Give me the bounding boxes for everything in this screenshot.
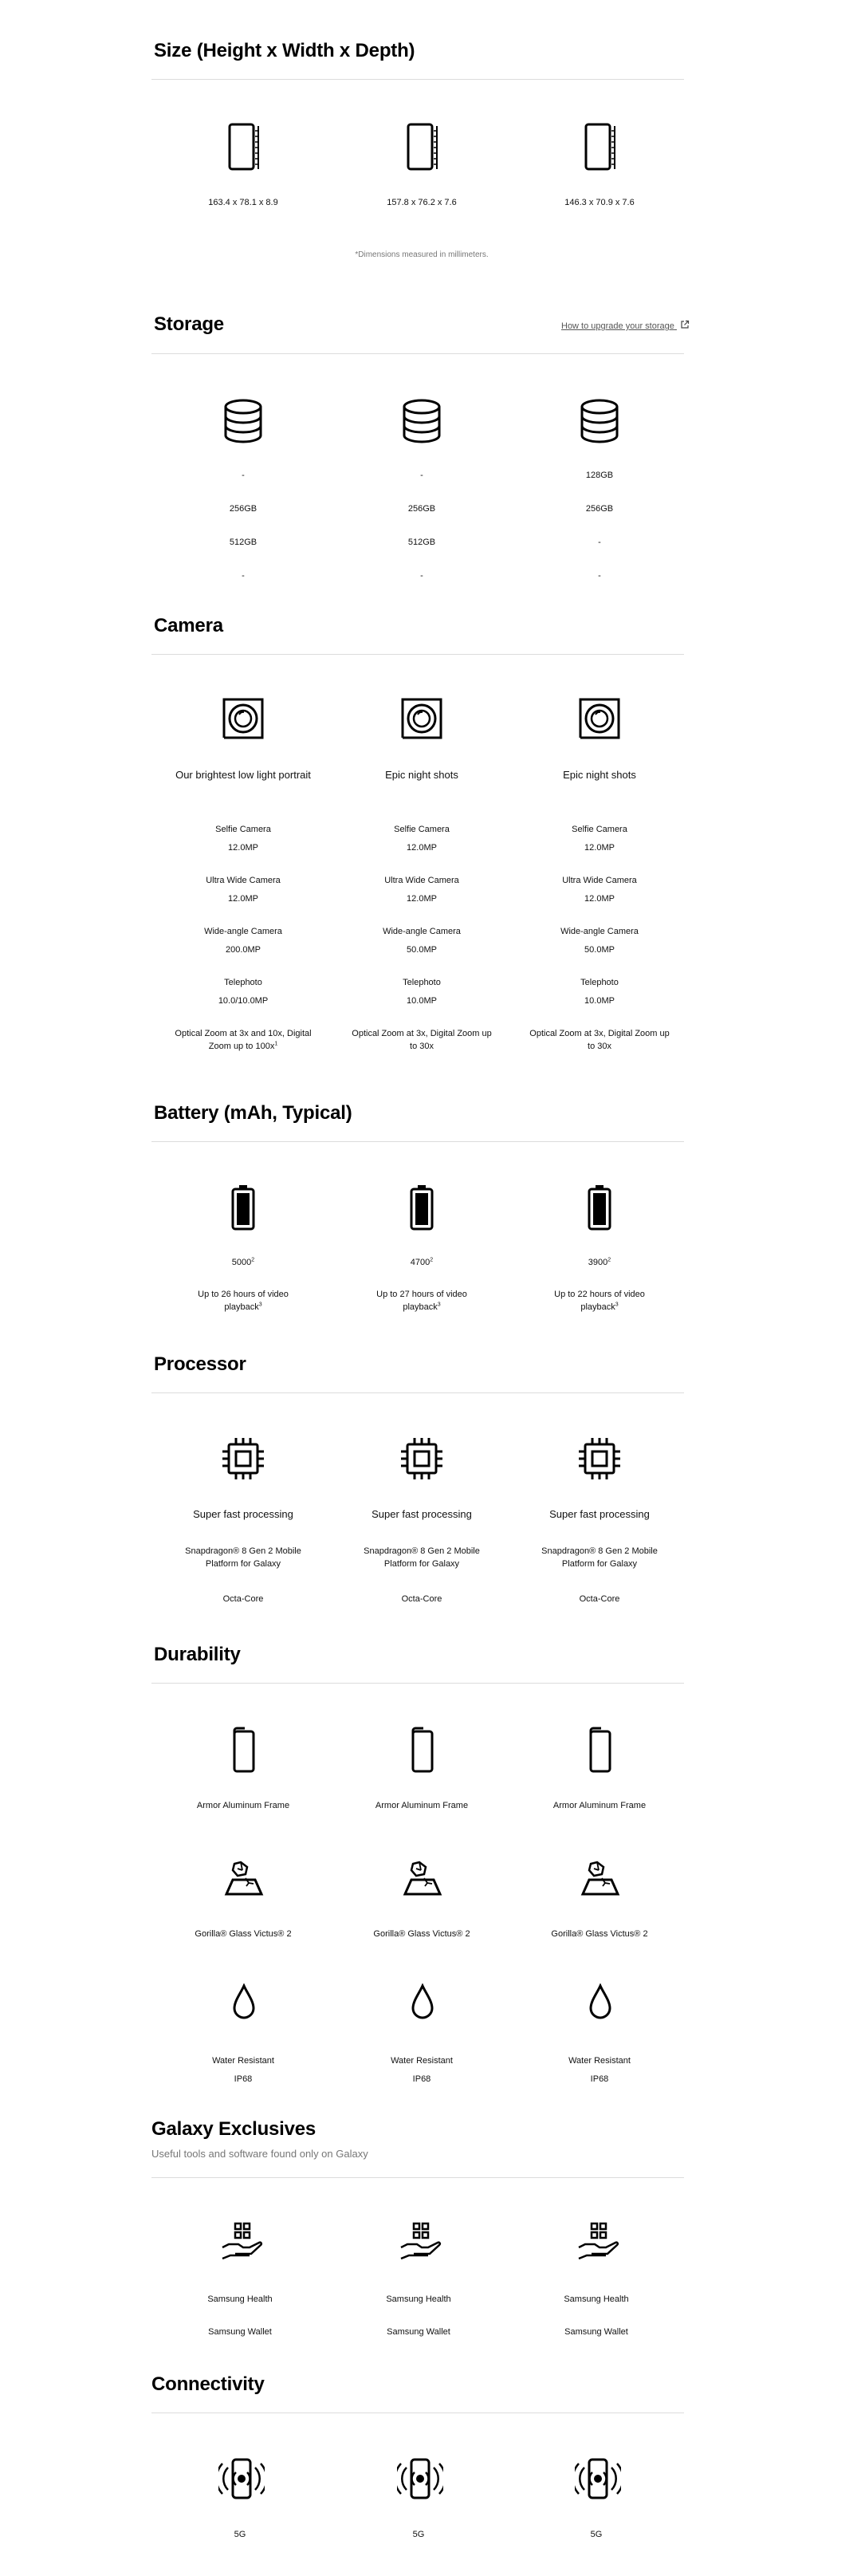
spec-label: Wide-angle Camera [204, 927, 282, 936]
spec-value: 12.0MP [407, 843, 437, 853]
spec-value: 10.0MP [584, 996, 615, 1006]
divider [151, 1392, 684, 1393]
spec-value: 50.0MP [584, 945, 615, 955]
connectivity-network: 5G [234, 2530, 246, 2539]
footnote-marker: 3 [615, 1302, 619, 1308]
exclusive-app: Samsung Wallet [564, 2327, 628, 2337]
battery-capacity-value: 4700 [410, 1258, 431, 1267]
battery-capacity [163, 1256, 323, 1269]
ruler-phone-icon [402, 123, 443, 172]
processor-headline: Super fast processing [193, 1508, 293, 1520]
section-title-exclusives: Galaxy Exclusives [151, 2118, 316, 2140]
durability-glass: Gorilla® Glass Victus® 2 [551, 1929, 648, 1939]
storage-option: 512GB [229, 538, 258, 547]
section-title-durability: Durability [154, 1644, 241, 1665]
spec-label: Ultra Wide Camera [562, 876, 637, 885]
durability-water: Water Resistant [568, 2056, 631, 2066]
processor-cores: Octa-Core [401, 1594, 442, 1604]
spec-label: Selfie Camera [572, 825, 627, 834]
processor-chip-icon [399, 1436, 444, 1481]
footnote-marker: 2 [251, 1257, 255, 1263]
section-title-storage: Storage [154, 313, 224, 335]
storage-option: 128GB [585, 471, 614, 480]
battery-capacity [342, 1256, 501, 1269]
camera-lens-icon [578, 697, 621, 740]
battery-playback-text: Up to 22 hours of video playback [554, 1290, 645, 1312]
battery-playback [536, 1288, 663, 1314]
storage-option: - [242, 571, 245, 581]
spec-label: Selfie Camera [215, 825, 271, 834]
durability-rating: IP68 [234, 2074, 253, 2084]
processor-chip: Snapdragon® 8 Gen 2 Mobile Platform for Galaxy [541, 1546, 658, 1569]
hand-apps-icon [576, 2222, 622, 2263]
spec-label: Selfie Camera [394, 825, 450, 834]
battery-playback [358, 1288, 486, 1314]
exclusive-app: Samsung Health [207, 2294, 273, 2304]
section-title-connectivity: Connectivity [151, 2373, 265, 2395]
camera-headline: Epic night shots [563, 769, 636, 781]
battery-capacity-value: 5000 [231, 1258, 252, 1267]
size-value: 163.4 x 78.1 x 8.9 [208, 198, 278, 207]
processor-cores: Octa-Core [579, 1594, 620, 1604]
battery-playback-text: Up to 27 hours of video playback [376, 1290, 467, 1312]
storage-option: - [242, 471, 245, 480]
footnote-marker: 3 [258, 1302, 262, 1308]
water-drop-icon [588, 1983, 613, 2022]
divider [151, 79, 684, 80]
divider [151, 654, 684, 655]
zoom-text: Optical Zoom at 3x and 10x, Digital Zoom up to 100x [175, 1029, 312, 1051]
durability-water: Water Resistant [212, 2056, 274, 2066]
battery-playback [179, 1288, 307, 1314]
spec-label: Telephoto [403, 978, 441, 987]
size-value: 146.3 x 70.9 x 7.6 [564, 198, 635, 207]
spec-value: 50.0MP [407, 945, 437, 955]
spec-value: 12.0MP [584, 894, 615, 904]
spec-value: 12.0MP [228, 894, 258, 904]
size-note: *Dimensions measured in millimeters. [355, 250, 489, 259]
storage-option: - [598, 571, 601, 581]
zoom-spec [171, 1027, 315, 1053]
battery-icon [410, 1184, 434, 1231]
network-signal-icon [397, 2456, 443, 2501]
divider [151, 1141, 684, 1142]
spec-value: 10.0/10.0MP [218, 996, 269, 1006]
storage-option: 512GB [407, 538, 436, 547]
processor-cores: Octa-Core [222, 1594, 264, 1604]
phone-frame-icon [588, 1727, 613, 1774]
spec-value: 12.0MP [584, 843, 615, 853]
spec-label: Wide-angle Camera [383, 927, 461, 936]
section-subtitle: Useful tools and software found only on Galaxy [151, 2148, 368, 2160]
durability-frame: Armor Aluminum Frame [375, 1801, 469, 1810]
durability-glass: Gorilla® Glass Victus® 2 [195, 1929, 292, 1939]
durability-glass: Gorilla® Glass Victus® 2 [373, 1929, 470, 1939]
processor-chip-icon [577, 1436, 622, 1481]
hand-apps-icon [398, 2222, 444, 2263]
camera-headline: Our brightest low light portrait [175, 769, 311, 781]
storage-option: - [598, 538, 601, 547]
glass-impact-icon [222, 1861, 266, 1897]
durability-frame: Armor Aluminum Frame [196, 1801, 290, 1810]
storage-option: 256GB [229, 504, 258, 514]
network-signal-icon [218, 2456, 265, 2501]
battery-icon [588, 1184, 611, 1231]
durability-rating: IP68 [412, 2074, 431, 2084]
footnote-marker: 2 [430, 1257, 434, 1263]
battery-capacity-value: 3900 [588, 1258, 608, 1267]
processor-chip: Snapdragon® 8 Gen 2 Mobile Platform for Galaxy [364, 1546, 480, 1569]
spec-label: Telephoto [224, 978, 262, 987]
glass-impact-icon [578, 1861, 623, 1897]
spec-label: Ultra Wide Camera [384, 876, 459, 885]
footnote-marker: 3 [437, 1302, 441, 1308]
glass-impact-icon [400, 1861, 445, 1897]
exclusive-app: Samsung Health [386, 2294, 451, 2304]
divider [151, 353, 684, 354]
size-value: 157.8 x 76.2 x 7.6 [387, 198, 457, 207]
durability-water: Water Resistant [391, 2056, 453, 2066]
spec-label: Ultra Wide Camera [206, 876, 281, 885]
connectivity-network: 5G [412, 2530, 425, 2539]
divider [151, 2177, 684, 2178]
water-drop-icon [410, 1983, 435, 2022]
phone-frame-icon [410, 1727, 435, 1774]
storage-option: 256GB [585, 504, 614, 514]
divider [151, 1683, 684, 1684]
ruler-phone-icon [580, 123, 621, 172]
external-link-icon [680, 320, 690, 329]
spec-label: Wide-angle Camera [560, 927, 639, 936]
storage-database-icon [579, 399, 620, 443]
battery-capacity [520, 1256, 679, 1269]
spec-label: Telephoto [580, 978, 619, 987]
spec-value: 12.0MP [407, 894, 437, 904]
battery-playback-text: Up to 26 hours of video playback [198, 1290, 289, 1312]
durability-frame: Armor Aluminum Frame [552, 1801, 647, 1810]
processor-headline: Super fast processing [549, 1508, 650, 1520]
exclusive-app: Samsung Wallet [208, 2327, 272, 2337]
battery-icon [231, 1184, 255, 1231]
spec-value: 200.0MP [225, 945, 261, 955]
upgrade-storage-link[interactable] [561, 320, 690, 331]
processor-chip-icon [221, 1436, 265, 1481]
durability-rating: IP68 [590, 2074, 609, 2084]
exclusive-app: Samsung Wallet [387, 2327, 450, 2337]
camera-lens-icon [222, 697, 265, 740]
storage-option: - [420, 471, 423, 480]
zoom-spec: Optical Zoom at 3x, Digital Zoom up to 30x [352, 1029, 492, 1051]
storage-database-icon [222, 399, 264, 443]
water-drop-icon [231, 1983, 257, 2022]
section-title-battery: Battery (mAh, Typical) [154, 1102, 352, 1124]
hand-apps-icon [219, 2222, 265, 2263]
footnote-marker: 1 [274, 1041, 278, 1047]
footnote-marker: 2 [607, 1257, 611, 1263]
upgrade-storage-link-label: How to upgrade your storage [561, 321, 674, 331]
phone-frame-icon [231, 1727, 257, 1774]
processor-headline: Super fast processing [372, 1508, 472, 1520]
spec-value: 10.0MP [407, 996, 437, 1006]
storage-option: 256GB [407, 504, 436, 514]
connectivity-network: 5G [590, 2530, 603, 2539]
storage-option: - [420, 571, 423, 581]
exclusive-app: Samsung Health [564, 2294, 629, 2304]
processor-chip: Snapdragon® 8 Gen 2 Mobile Platform for Galaxy [185, 1546, 301, 1569]
camera-headline: Epic night shots [385, 769, 458, 781]
storage-database-icon [401, 399, 442, 443]
spec-value: 12.0MP [228, 843, 258, 853]
ruler-phone-icon [223, 123, 265, 172]
section-title-size: Size (Height x Width x Depth) [154, 40, 415, 61]
network-signal-icon [575, 2456, 621, 2501]
section-title-camera: Camera [154, 615, 223, 636]
camera-lens-icon [400, 697, 443, 740]
section-title-processor: Processor [154, 1353, 246, 1375]
zoom-spec: Optical Zoom at 3x, Digital Zoom up to 30x [529, 1029, 670, 1051]
